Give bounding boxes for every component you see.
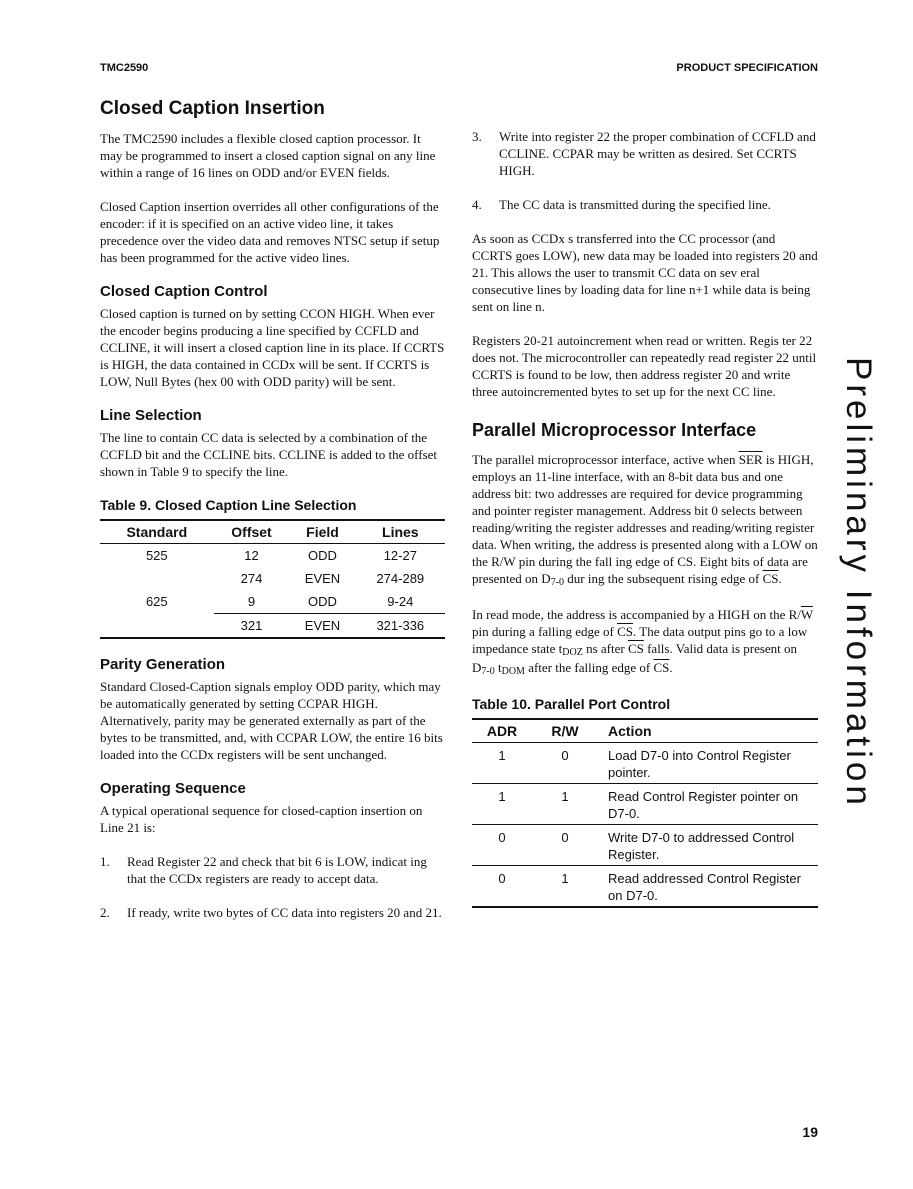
table-cell: 274: [240, 571, 263, 586]
table-cell: EVEN: [289, 614, 355, 639]
table-cell: 525: [145, 548, 168, 563]
table-cell: 0: [538, 825, 598, 866]
table-cell: [100, 614, 214, 639]
left-column: [100, 95, 445, 921]
table-cell: 9: [247, 594, 256, 609]
table-cell: 0: [472, 825, 538, 866]
table-cell: 12-27: [383, 548, 417, 563]
table-cell: 321-336: [356, 614, 445, 639]
table-cell: EVEN: [304, 571, 341, 586]
paragraph: Standard Closed-Caption signals employ ODD parity, which may be automatically generated by setting CCPAR HIGH. Alternatively, parity may be generated externally as part of the bytes to be transmitted, and, with CCPAR LOW, the entire 16 bits loaded into the CCDx registers will be sent unchanged.: [100, 679, 443, 762]
list-number: 2.: [100, 905, 110, 920]
list-number: 4.: [472, 197, 482, 212]
table-cell: 12: [244, 548, 259, 563]
table-row: [472, 825, 818, 866]
table-cell: 1: [472, 743, 538, 784]
page-number: 19: [802, 1124, 818, 1140]
table-cell: [100, 567, 214, 590]
list-number: 1.: [100, 854, 110, 869]
table-parallel-port: [472, 718, 818, 908]
table-row: [100, 590, 445, 614]
table-header: Field: [289, 520, 355, 544]
subsection-title: Operating Sequence: [100, 780, 246, 797]
table-cell: ODD: [308, 548, 337, 563]
table-header: Lines: [356, 520, 445, 544]
table-cell: 321: [214, 614, 290, 639]
table-cell: 0: [472, 866, 538, 908]
list-item: [100, 904, 445, 921]
table-cell: 9-24: [387, 594, 414, 609]
table-cell: Read Control Register pointer on D7-0.: [598, 784, 818, 825]
table-line-selection: [100, 519, 445, 639]
table-header: R/W: [538, 719, 598, 743]
table-row: [100, 614, 445, 639]
list-item: [100, 853, 445, 887]
right-column: [472, 128, 818, 908]
list-text: The CC data is transmitted during the specified line.: [499, 197, 771, 212]
section-title: Parallel Microprocessor Interface: [472, 420, 757, 440]
table-cell: Read addressed Control Register on D7-0.: [598, 866, 818, 908]
paragraph: Registers 20-21 autoincrement when read or written. Regis ter 22 does not. The microcontroller can repeatedly read register 22 until CCRTS is found to be low, then address register 20 and write three autoincremented bytes to set up for the next CC line.: [472, 333, 817, 399]
list-item: [472, 196, 818, 213]
list-item: [472, 128, 818, 179]
paragraph-read-mode: In read mode, the address is accompanied by a HIGH on the $R/\overline{W}$ pin during a falling edge of $\overline{CS}$. The data output pins go to a low impedance state tDOZ ns after $\overline{CS}$ falls. Valid data is present on D7-0 tDOM after the falling edge of $\overline{CS}$.: [472, 607, 813, 677]
table-cell: 274-289: [376, 571, 425, 586]
table-cell: 1: [538, 784, 598, 825]
list-number: 3.: [472, 129, 482, 144]
paragraph: The line to contain CC data is selected by a combination of the CCFLD bit and the CCLINE bits. CCLINE is added to the offset shown in Table 9 to specify the line.: [100, 430, 438, 479]
table-caption: Table 10. Parallel Port Control: [472, 696, 671, 712]
subsection-title: Closed Caption Control: [100, 283, 268, 300]
table-cell: 1: [538, 866, 598, 908]
table-cell: ODD: [308, 594, 337, 609]
table-row: [100, 567, 445, 590]
paragraph: A typical operational sequence for closed-caption insertion on Line 21 is:: [100, 803, 423, 835]
table-header: Action: [598, 719, 818, 743]
section-title: Closed Caption Insertion: [100, 98, 325, 119]
table-row: [472, 866, 818, 908]
subsection-title: Line Selection: [100, 407, 202, 424]
paragraph-ppi: The parallel microprocessor interface, active when $\overline{SER}$ is HIGH, employs an 11-line interface, with an 8-bit data bus and one address bit: two addresses are required for device programming and pointer register management. Address bit 0 selects between reading/writing the register addresses and reading/writing register data. When writing, the address is presented along with a LOW on the R/W pin during the fall ing edge of CS. Eight bits of data are presented on D7-0 dur ing the subsequent rising edge of $\overline{CS}$.: [472, 452, 818, 588]
table-row: [100, 544, 445, 568]
table-cell: 625: [145, 594, 168, 610]
table-cell: Write D7-0 to addressed Control Register.: [598, 825, 818, 866]
paragraph: Closed caption is turned on by setting CCON HIGH. When ever the encoder begins producing a line specified by CCFLD and CCLINE, it will insert a closed caption line in its place. If CCRTS is HIGH, the data contained in CCDx will be sent. If CCRTS is LOW, Null Bytes (hex 00 with ODD parity) will be sent.: [100, 306, 445, 389]
preliminary-watermark-text: Preliminary Information: [839, 357, 878, 809]
paragraph: As soon as CCDx s transferred into the CC processor (and CCRTS goes LOW), new data may be loaded into registers 20 and 21. This allows the user to transmit CC data on sev eral consecutive lines by loading data for line n+1 while data is being sent on line n.: [472, 231, 818, 314]
paragraph: Closed Caption insertion overrides all other configurations of the encoder: if it is specified on an active video line, it takes precedence over the video data and removes NTSC setup if setup has been programmed for the active video lines.: [100, 199, 440, 265]
table-row: [472, 784, 818, 825]
table-row: [472, 743, 818, 784]
table-cell: 0: [538, 743, 598, 784]
subsection-title: Parity Generation: [100, 656, 226, 673]
table-header: Offset: [214, 520, 290, 544]
table-cell: Load D7-0 into Control Register pointer.: [598, 743, 818, 784]
table-caption: Table 9. Closed Caption Line Selection: [100, 497, 357, 513]
table-header: ADR: [472, 719, 538, 743]
paragraph: The TMC2590 includes a flexible closed caption processor. It may be programmed to insert a closed caption signal on any line within a range of 16 lines on ODD and/or EVEN fields.: [100, 131, 436, 180]
list-text: If ready, write two bytes of CC data into registers 20 and 21.: [127, 905, 442, 920]
table-header: Standard: [100, 520, 214, 544]
table-cell: 1: [472, 784, 538, 825]
list-text: Write into register 22 the proper combination of CCFLD and CCLINE. CCPAR may be written as desired. Set CCRTS HIGH.: [499, 129, 816, 178]
header-left: TMC2590: [100, 62, 149, 74]
list-text: Read Register 22 and check that bit 6 is LOW, indicat ing that the CCDx registers are ready to accept data.: [127, 854, 427, 886]
header-right: PRODUCT SPECIFICATION: [676, 62, 818, 74]
